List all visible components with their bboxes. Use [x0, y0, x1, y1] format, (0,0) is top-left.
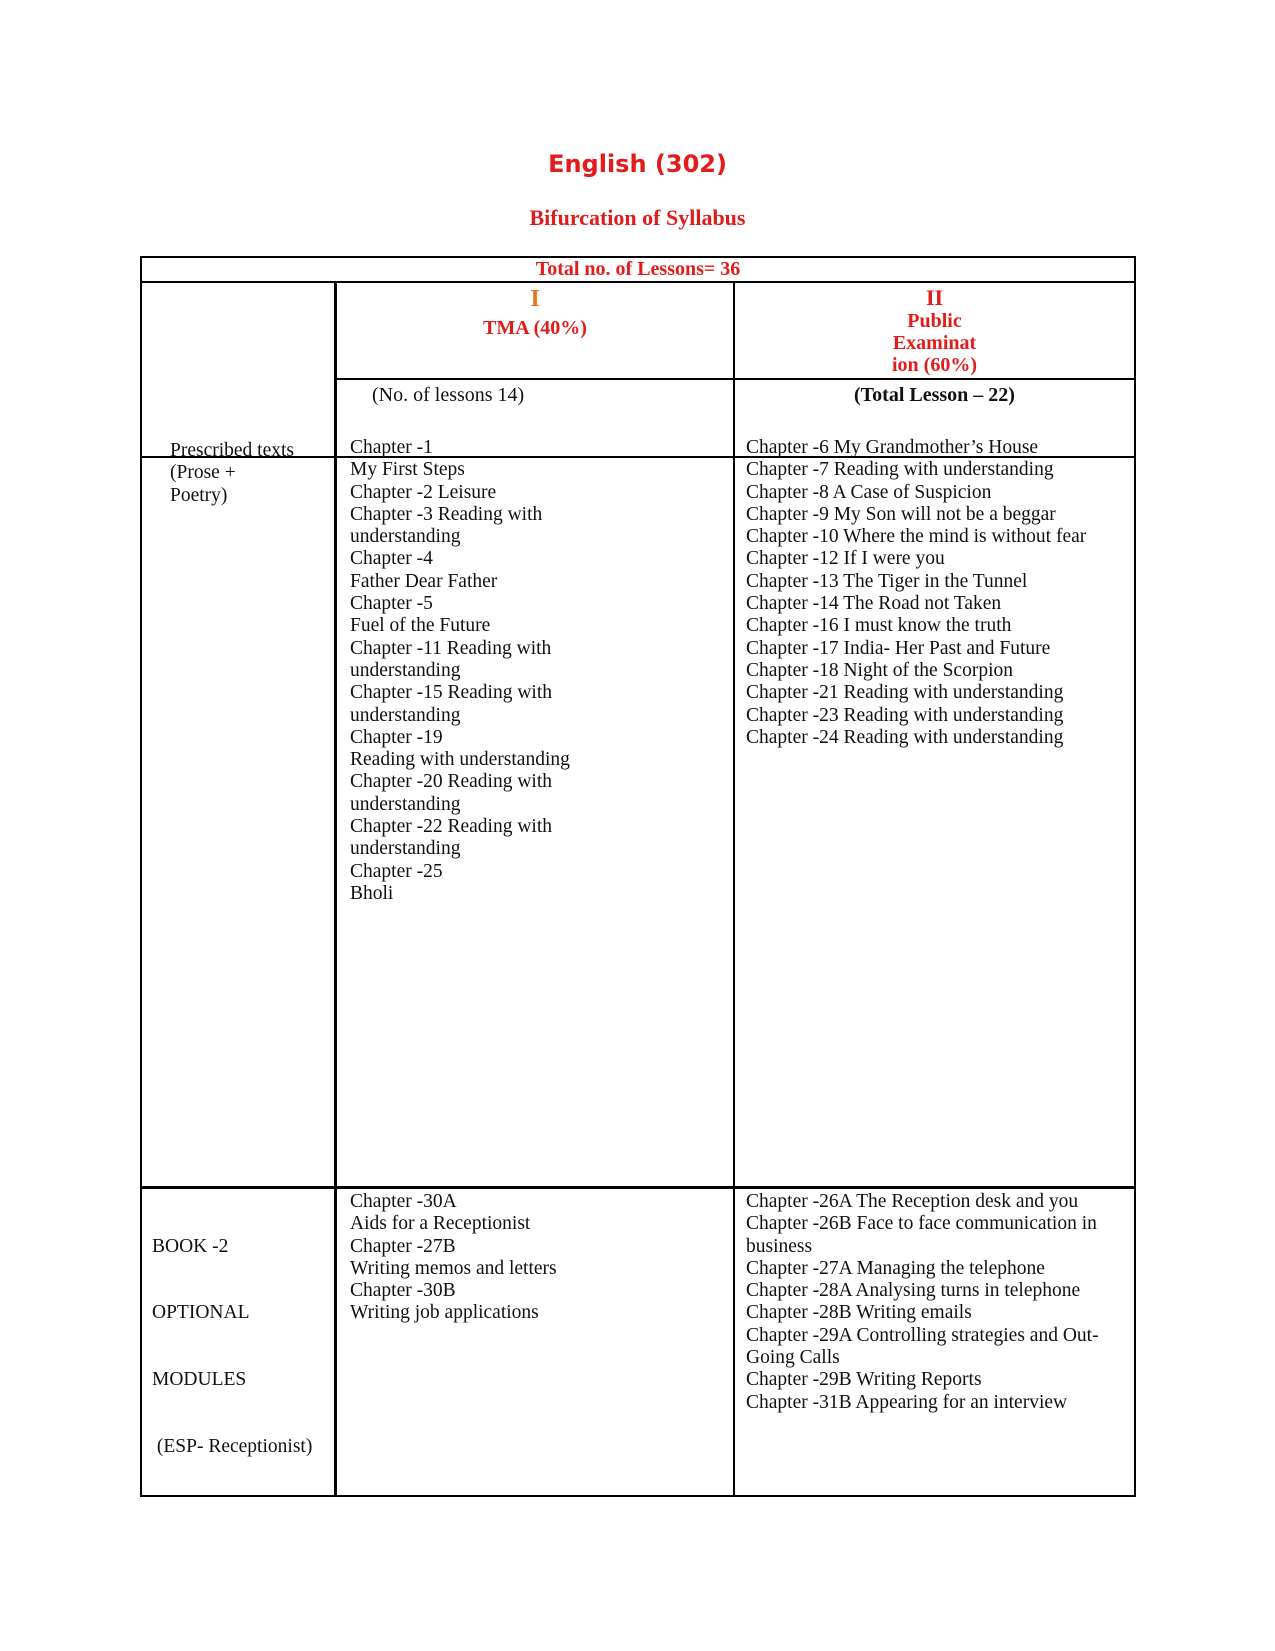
- list-item: Chapter -30B: [350, 1280, 456, 1302]
- document-title: English (302): [548, 150, 727, 178]
- list-item: Bholi: [350, 882, 394, 904]
- list-item: Father Dear Father: [350, 570, 498, 592]
- row-label-line: Prescribed texts: [170, 440, 295, 461]
- table-border-right: [1134, 256, 1136, 1497]
- row-label-line: MODULES: [152, 1369, 247, 1391]
- list-item: Chapter -10 Where the mind is without fear: [746, 526, 1087, 548]
- list-item: Chapter -29B Writing Reports: [746, 1369, 982, 1391]
- list-item: Chapter -21 Reading with understanding: [746, 682, 1064, 704]
- tma-module-list: [350, 1191, 730, 1325]
- list-item: understanding: [350, 526, 461, 548]
- list-item: Chapter -2 Leisure: [350, 481, 497, 503]
- list-item: Chapter -31B Appearing for an interview: [746, 1391, 1068, 1413]
- total-lessons: Total no. of Lessons= 36: [535, 258, 741, 280]
- list-item: Chapter -26B Face to face communication in: [746, 1213, 1097, 1235]
- list-item: Chapter -6 My Grandmother’s House: [746, 437, 1039, 458]
- document-subtitle: Bifurcation of Syllabus: [529, 205, 746, 230]
- list-item: Chapter -19: [350, 726, 443, 748]
- list-item: Chapter -13 The Tiger in the Tunnel: [746, 570, 1028, 592]
- list-item: Chapter -11 Reading with: [350, 637, 552, 659]
- list-item: Chapter -18 Night of the Scorpion: [746, 659, 1013, 681]
- list-item: Chapter -12 If I were you: [746, 548, 945, 570]
- row-label-prescribed-texts: [170, 440, 330, 507]
- list-item: understanding: [350, 838, 461, 860]
- table-border-left: [140, 256, 142, 1497]
- list-item: Chapter -7 Reading with understanding: [746, 459, 1054, 481]
- table-rule: [733, 281, 735, 1497]
- row-label-line: OPTIONAL: [152, 1302, 250, 1324]
- list-item: Chapter -28B Writing emails: [746, 1302, 972, 1324]
- list-item: Chapter -4: [350, 548, 433, 570]
- table-rule: [337, 378, 1136, 380]
- row-label-line: Poetry): [170, 484, 228, 506]
- list-item: Chapter -17 India- Her Past and Future: [746, 637, 1051, 659]
- list-item: understanding: [350, 793, 461, 815]
- list-item: Chapter -9 My Son will not be a beggar: [746, 503, 1056, 525]
- col2-label-line: Public: [907, 310, 962, 332]
- list-item: Fuel of the Future: [350, 615, 491, 637]
- list-item: Chapter -3 Reading with: [350, 503, 543, 525]
- list-item: business: [746, 1235, 813, 1257]
- col2-lesson-count: (Total Lesson – 22): [854, 384, 1015, 406]
- col2-label-line: ion (60%): [892, 354, 977, 376]
- syllabus-table: [140, 256, 1136, 1497]
- list-item: Chapter -22 Reading with: [350, 816, 552, 838]
- list-item: Reading with understanding: [350, 749, 570, 771]
- list-item: Chapter -24 Reading with understanding: [746, 726, 1064, 748]
- list-item: Chapter -20 Reading with: [350, 771, 552, 793]
- table-rule: [140, 1186, 1136, 1189]
- col2-label-line: Examinat: [892, 332, 977, 354]
- col1-header: [337, 286, 733, 340]
- col1-numeral: I: [530, 286, 540, 312]
- col2-numeral: II: [925, 285, 944, 310]
- list-item: Chapter -27A Managing the telephone: [746, 1257, 1045, 1279]
- list-item: Chapter -5: [350, 593, 433, 615]
- col1-label: TMA (40%): [483, 317, 587, 339]
- public-exam-module-list: [746, 1191, 1132, 1414]
- list-item: Writing job applications: [350, 1302, 539, 1324]
- row-label-line: (ESP- Receptionist): [152, 1436, 313, 1458]
- list-item: Chapter -14 The Road not Taken: [746, 593, 1002, 615]
- row-label-optional-modules: [152, 1191, 332, 1503]
- list-item: Chapter -28A Analysing turns in telephone: [746, 1280, 1081, 1302]
- list-item: Chapter -15 Reading with: [350, 682, 552, 704]
- public-exam-chapter-list: [746, 437, 1132, 749]
- list-item: Writing memos and letters: [350, 1257, 557, 1279]
- list-item: Chapter -26A The Reception desk and you: [746, 1191, 1079, 1212]
- list-item: Going Calls: [746, 1347, 840, 1369]
- col2-header: [735, 286, 1134, 376]
- list-item: Aids for a Receptionist: [350, 1213, 531, 1235]
- list-item: Chapter -25: [350, 860, 443, 882]
- table-rule: [140, 281, 1136, 283]
- list-item: My First Steps: [350, 459, 465, 481]
- tma-chapter-list: [350, 437, 730, 905]
- list-item: Chapter -8 A Case of Suspicion: [746, 481, 992, 503]
- table-rule: [334, 281, 337, 1497]
- row-label-line: (Prose +: [170, 462, 236, 484]
- list-item: Chapter -29A Controlling strategies and Out-: [746, 1324, 1099, 1346]
- list-item: Chapter -23 Reading with understanding: [746, 704, 1064, 726]
- list-item: Chapter -16 I must know the truth: [746, 615, 1012, 637]
- list-item: understanding: [350, 659, 461, 681]
- col1-lesson-count: (No. of lessons 14): [372, 384, 525, 406]
- list-item: Chapter -27B: [350, 1235, 456, 1257]
- list-item: understanding: [350, 704, 461, 726]
- list-item: Chapter -1: [350, 437, 433, 458]
- row-label-line: BOOK -2: [152, 1235, 229, 1257]
- list-item: Chapter -30A: [350, 1191, 457, 1212]
